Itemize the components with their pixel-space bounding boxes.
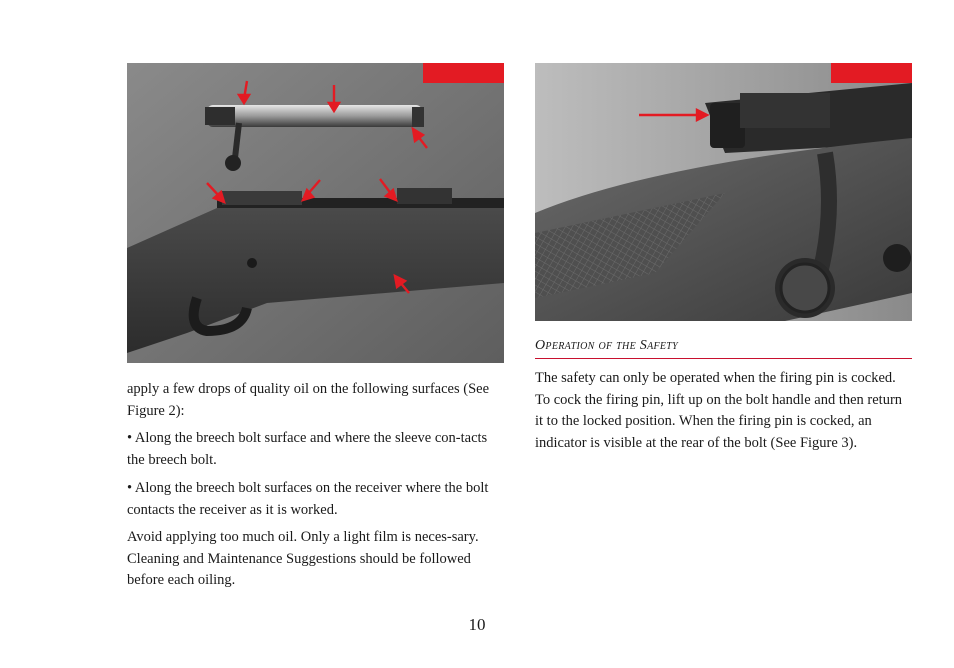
heading-rule <box>535 358 912 359</box>
figure-2-red-tab <box>423 63 504 83</box>
rifle-bolt-illustration <box>127 63 504 363</box>
bullet-breech-bolt-receiver: • Along the breech bolt surfaces on the receiver where the bolt contacts the receiver as it is worked. <box>127 480 489 518</box>
safety-paragraph: The safety can only be operated when the firing pin is cocked. To cock the firing pin, lift up on the bolt handle and then return it to the locked position. When the firing pin is cocked, an indicator is visible at the rear of the bolt (See Figure 3). <box>535 370 903 451</box>
intro-paragraph: apply a few drops of quality oil on the following surfaces (See Figure 2): <box>127 381 490 419</box>
section-heading-text: Operation of the Safety <box>535 338 679 353</box>
rifle-safety-illustration <box>535 63 912 321</box>
figure-3-photo <box>535 63 912 321</box>
avoid-oil-paragraph: Avoid applying too much oil. Only a light film is neces-sary. Cleaning and Maintenance Suggestions should be followed before each oiling. <box>127 529 479 588</box>
bullet-breech-bolt-sleeve: • Along the breech bolt surface and where the sleeve con-tacts the breech bolt. <box>127 430 488 468</box>
figure-2-photo <box>127 63 504 363</box>
page-number: 10 <box>468 615 486 634</box>
figure-3-red-tab <box>831 63 912 83</box>
section-heading-safety <box>535 338 912 356</box>
